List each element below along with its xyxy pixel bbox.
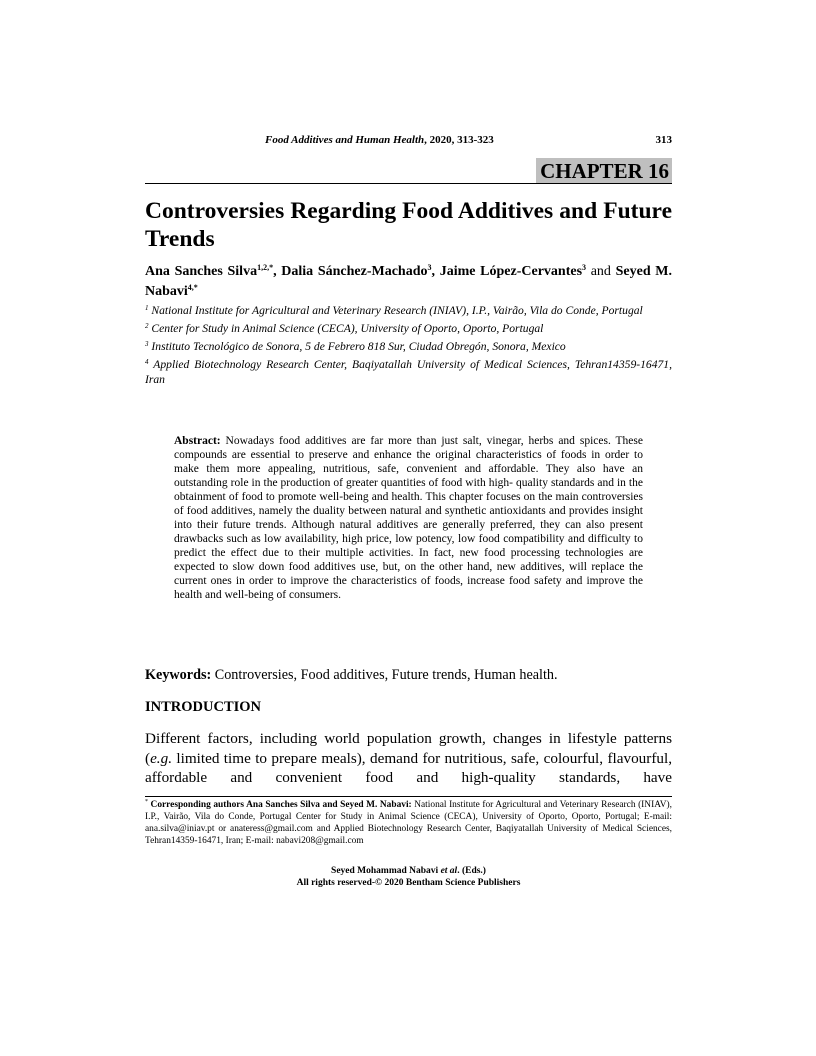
- affiliation-marker: 3: [145, 340, 149, 348]
- affiliation-text: Applied Biotechnology Research Center, Baqiyatallah University of Medical Sciences, Tehran14359-16471, Iran: [145, 358, 672, 386]
- abstract: [174, 434, 643, 602]
- affiliation: [145, 357, 672, 387]
- running-header: [145, 134, 672, 150]
- intro-text-italic: e.g.: [150, 749, 172, 767]
- author-name: Seyed M. Nabavi: [145, 264, 673, 299]
- author-affiliation-marker: 3: [582, 263, 587, 272]
- journal-name: Food Additives and Human Health: [265, 134, 425, 146]
- introduction-heading: INTRODUCTION: [145, 699, 262, 715]
- copyright-line: All rights reserved-© 2020 Bentham Science Publishers: [296, 878, 521, 888]
- abstract-label: Abstract:: [174, 435, 221, 447]
- author-conjunction: and: [590, 264, 611, 279]
- author-affiliation-marker: 1,2,*: [257, 263, 274, 272]
- author-affiliation-marker: 3: [427, 263, 432, 272]
- corresponding-author-footnote: [145, 799, 672, 847]
- affiliation: [145, 303, 672, 318]
- affiliation: [145, 321, 672, 336]
- chapter-label: CHAPTER 16: [536, 158, 672, 183]
- editors-name: Seyed Mohammad Nabavi: [331, 866, 441, 876]
- footnote-marker: *: [145, 799, 148, 805]
- author-affiliation-marker: 4,*: [187, 283, 198, 292]
- keywords-label: Keywords:: [145, 667, 212, 683]
- author-separator: ,: [273, 264, 282, 279]
- intro-text-end: limited time to prepare meals), demand for nutritious, safe, colourful, flavourful, affordable and convenient food and high-quality standards, have: [145, 749, 672, 787]
- chapter-title: Controversies Regarding Food Additives and Future Trends: [145, 198, 672, 252]
- affiliation-text: National Institute for Agricultural and Veterinary Research (INIAV), I.P., Vairão, Vila do Conde, Portugal: [151, 304, 643, 317]
- page-number: 313: [655, 134, 672, 146]
- journal-citation: [265, 134, 494, 146]
- author-name: Dalia Sánchez-Machado: [281, 264, 428, 279]
- header-divider: [145, 183, 672, 184]
- affiliation-text: Instituto Tecnológico de Sonora, 5 de Febrero 818 Sur, Ciudad Obregón, Sonora, Mexico: [151, 340, 566, 353]
- affiliation: [145, 339, 672, 354]
- footnote-label: Corresponding authors Ana Sanches Silva and Seyed M. Nabavi:: [150, 800, 412, 810]
- editors-suffix: . (Eds.): [457, 866, 486, 876]
- intro-text-start: Different factors, including world population growth, changes in lifestyle patterns (: [145, 730, 672, 767]
- author-list: [145, 262, 672, 302]
- affiliation-text: Center for Study in Animal Science (CECA), University of Oporto, Oporto, Portugal: [151, 322, 544, 335]
- keywords: [145, 665, 672, 685]
- author-separator: ,: [431, 264, 440, 279]
- author-name: Ana Sanches Silva: [145, 264, 258, 279]
- affiliation-marker: 2: [145, 322, 149, 330]
- editors-etal: et al: [440, 866, 458, 876]
- footnote-divider: [145, 796, 672, 797]
- introduction-paragraph: [145, 729, 672, 788]
- footnote-text: National Institute for Agricultural and Veterinary Research (INIAV), I.P., Vairão, Vila do Conde, Portugal Center for Study in Animal Science (CECA), University of Oporto, Oporto, Portugal; E-mail: ana.silva@iniav.pt or anateress@gmail.com and Applied Biotechnology Research Center, Baqiyatallah University of Medical Sciences, Tehran14359-16471, Iran; E-mail: nabavi208@gmail.com: [145, 800, 672, 846]
- author-name: Jaime López-Cervantes: [439, 264, 583, 279]
- affiliation-list: [145, 303, 672, 390]
- affiliation-marker: 1: [145, 304, 149, 312]
- affiliation-marker: 4: [145, 358, 149, 366]
- journal-info: , 2020, 313-323: [424, 134, 494, 146]
- abstract-text: Nowadays food additives are far more than just salt, vinegar, herbs and spices. These compounds are essential to preserve and enhance the original characteristics of foods in order to make them more appealing, nutritious, safe, convenient and affordable. They also have an outstanding role in the production of greater quantities of food with high- quality standards and in the obtainment of food to promote well-being and health. This chapter focuses on the main controversies of food additives, namely the duality between natural and synthetic antioxidants and provides insight into their future trends. Although natural additives are generally preferred, they can also present drawbacks such as low availability, high price, low potency, low food compatibility and difficulty to predict the effect due to their multiple activities. In fact, new food processing technologies are expected to slow down food additives use, but, on the other hand, new additives, will replace the current ones in order to improve the characteristics of foods, increase food safety and improve the health and well-being of consumers.: [174, 435, 643, 601]
- keywords-text: Controversies, Food additives, Future trends, Human health.: [214, 667, 558, 683]
- editors-line: [145, 865, 672, 877]
